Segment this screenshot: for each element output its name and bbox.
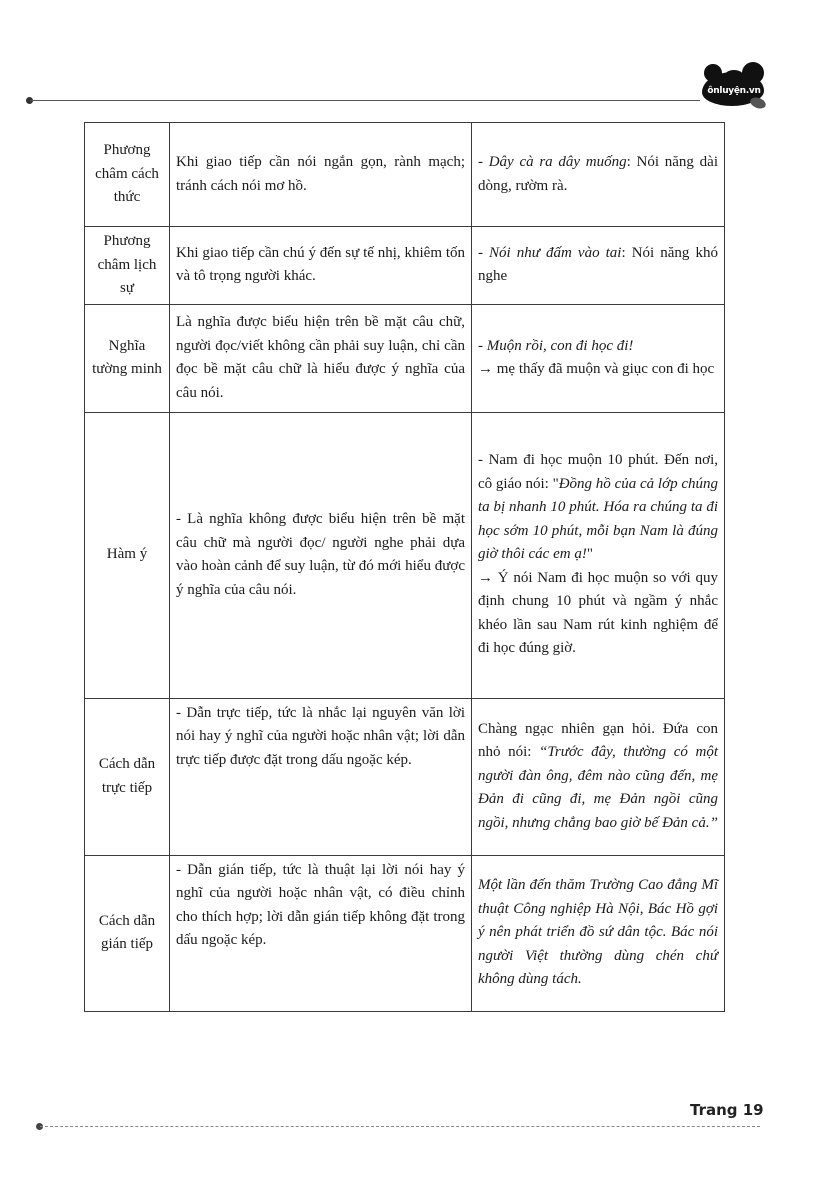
table-row <box>85 123 725 227</box>
term-cell: Cách dẫn gián tiếp <box>85 855 170 1011</box>
example-lead: - Nam đi học muộn 10 phút. Đến nơi, cô giáo nói: " <box>478 452 718 492</box>
definition-cell: - Dẫn trực tiếp, tức là nhắc lại nguyên văn lời nói hay ý nghĩ của người hoặc nhân vật; lời dẫn trực tiếp được đặt trong dấu ngoặc kép. <box>170 698 472 855</box>
example-italic: - Nói như đấm vào tai <box>478 244 622 261</box>
term-cell: Phương châm lịch sự <box>85 227 170 305</box>
term-cell: Nghĩa tường minh <box>85 304 170 412</box>
table-row <box>85 412 725 698</box>
example-italic: Một lần đến thăm Trường Cao đẳng Mĩ thuật Công nghiệp Hà Nội, Bác Hồ gợi ý nên phát triển đồ sứ dân tộc. Bác nói người Việt thường dùng chén chứ không dùng tách. <box>478 877 718 988</box>
table-row <box>85 304 725 412</box>
term-cell: Hàm ý <box>85 412 170 698</box>
example-cell <box>472 412 725 698</box>
example-text: → Ý nói Nam đi học muộn so với quy định chung 10 phút và ngầm ý nhắc khéo lần sau Nam rút kinh nghiệm để đi học đúng giờ. <box>478 569 718 657</box>
example-italic: Đồng hồ của cả lớp chúng ta bị nhanh 10 phút. Hóa ra chúng ta đi học sớm 10 phút, mỗi bạn Nam là đúng giờ thôi các em ạ! <box>478 475 718 563</box>
page-number: Trang 19 <box>690 1101 764 1119</box>
example-text: → mẹ thấy đã muộn và giục con đi học <box>478 361 715 377</box>
definition-cell: Khi giao tiếp cần chú ý đến sự tế nhị, khiêm tốn và tô trọng người khác. <box>170 227 472 305</box>
term-cell: Cách dẫn trực tiếp <box>85 698 170 855</box>
logo-text: ônluyện.vn <box>707 86 761 96</box>
example-text: : Nói năng dài dòng, rườm rà. <box>478 154 718 194</box>
table-row <box>85 227 725 305</box>
brand-logo <box>698 62 770 108</box>
example-lead: Chàng ngạc nhiên gạn hỏi. Đứa con nhỏ nói: <box>478 720 718 761</box>
example-italic: “Trước đây, thường có một người đàn ông, đêm nào cũng đến, mẹ Đản đi cũng đi, mẹ Đản ngồi cũng ngồi, nhưng chẳng bao giờ bế Đản cả.” <box>478 744 718 831</box>
table-row <box>85 855 725 1011</box>
example-cell <box>472 123 725 227</box>
example-cell <box>472 698 725 855</box>
definition-cell: Khi giao tiếp cần nói ngắn gọn, rành mạch; tránh cách nói mơ hồ. <box>170 123 472 227</box>
table-row <box>85 698 725 855</box>
example-italic: - Muộn rồi, con đi học đi! <box>478 337 634 354</box>
definition-cell: - Là nghĩa không được biểu hiện trên bề mặt câu chữ mà người đọc/ người nghe phải dựa vào hoàn cảnh để suy luận, từ đó mới hiểu được ý nghĩa của câu nói. <box>170 412 472 698</box>
example-cell <box>472 855 725 1011</box>
term-cell: Phương châm cách thức <box>85 123 170 227</box>
example-italic: - Dây cà ra dây muống <box>478 154 627 170</box>
example-quote-close: " <box>586 546 593 563</box>
summary-table <box>84 122 725 1012</box>
header-rule <box>30 100 700 101</box>
example-cell <box>472 304 725 412</box>
example-cell <box>472 227 725 305</box>
footer-rule <box>40 1126 760 1127</box>
example-text: : Nói năng khó nghe <box>478 244 718 285</box>
definition-cell: Là nghĩa được biểu hiện trên bề mặt câu chữ, người đọc/viết không cần phải suy luận, chỉ cần đọc bề mặt câu chữ là hiểu được ý nghĩa của câu nói. <box>170 304 472 412</box>
definition-cell: - Dẫn gián tiếp, tức là thuật lại lời nói hay ý nghĩ của người hoặc nhân vật, có điều chỉnh cho thích hợp; lời dẫn gián tiếp không đặt trong dấu ngoặc kép. <box>170 855 472 1011</box>
